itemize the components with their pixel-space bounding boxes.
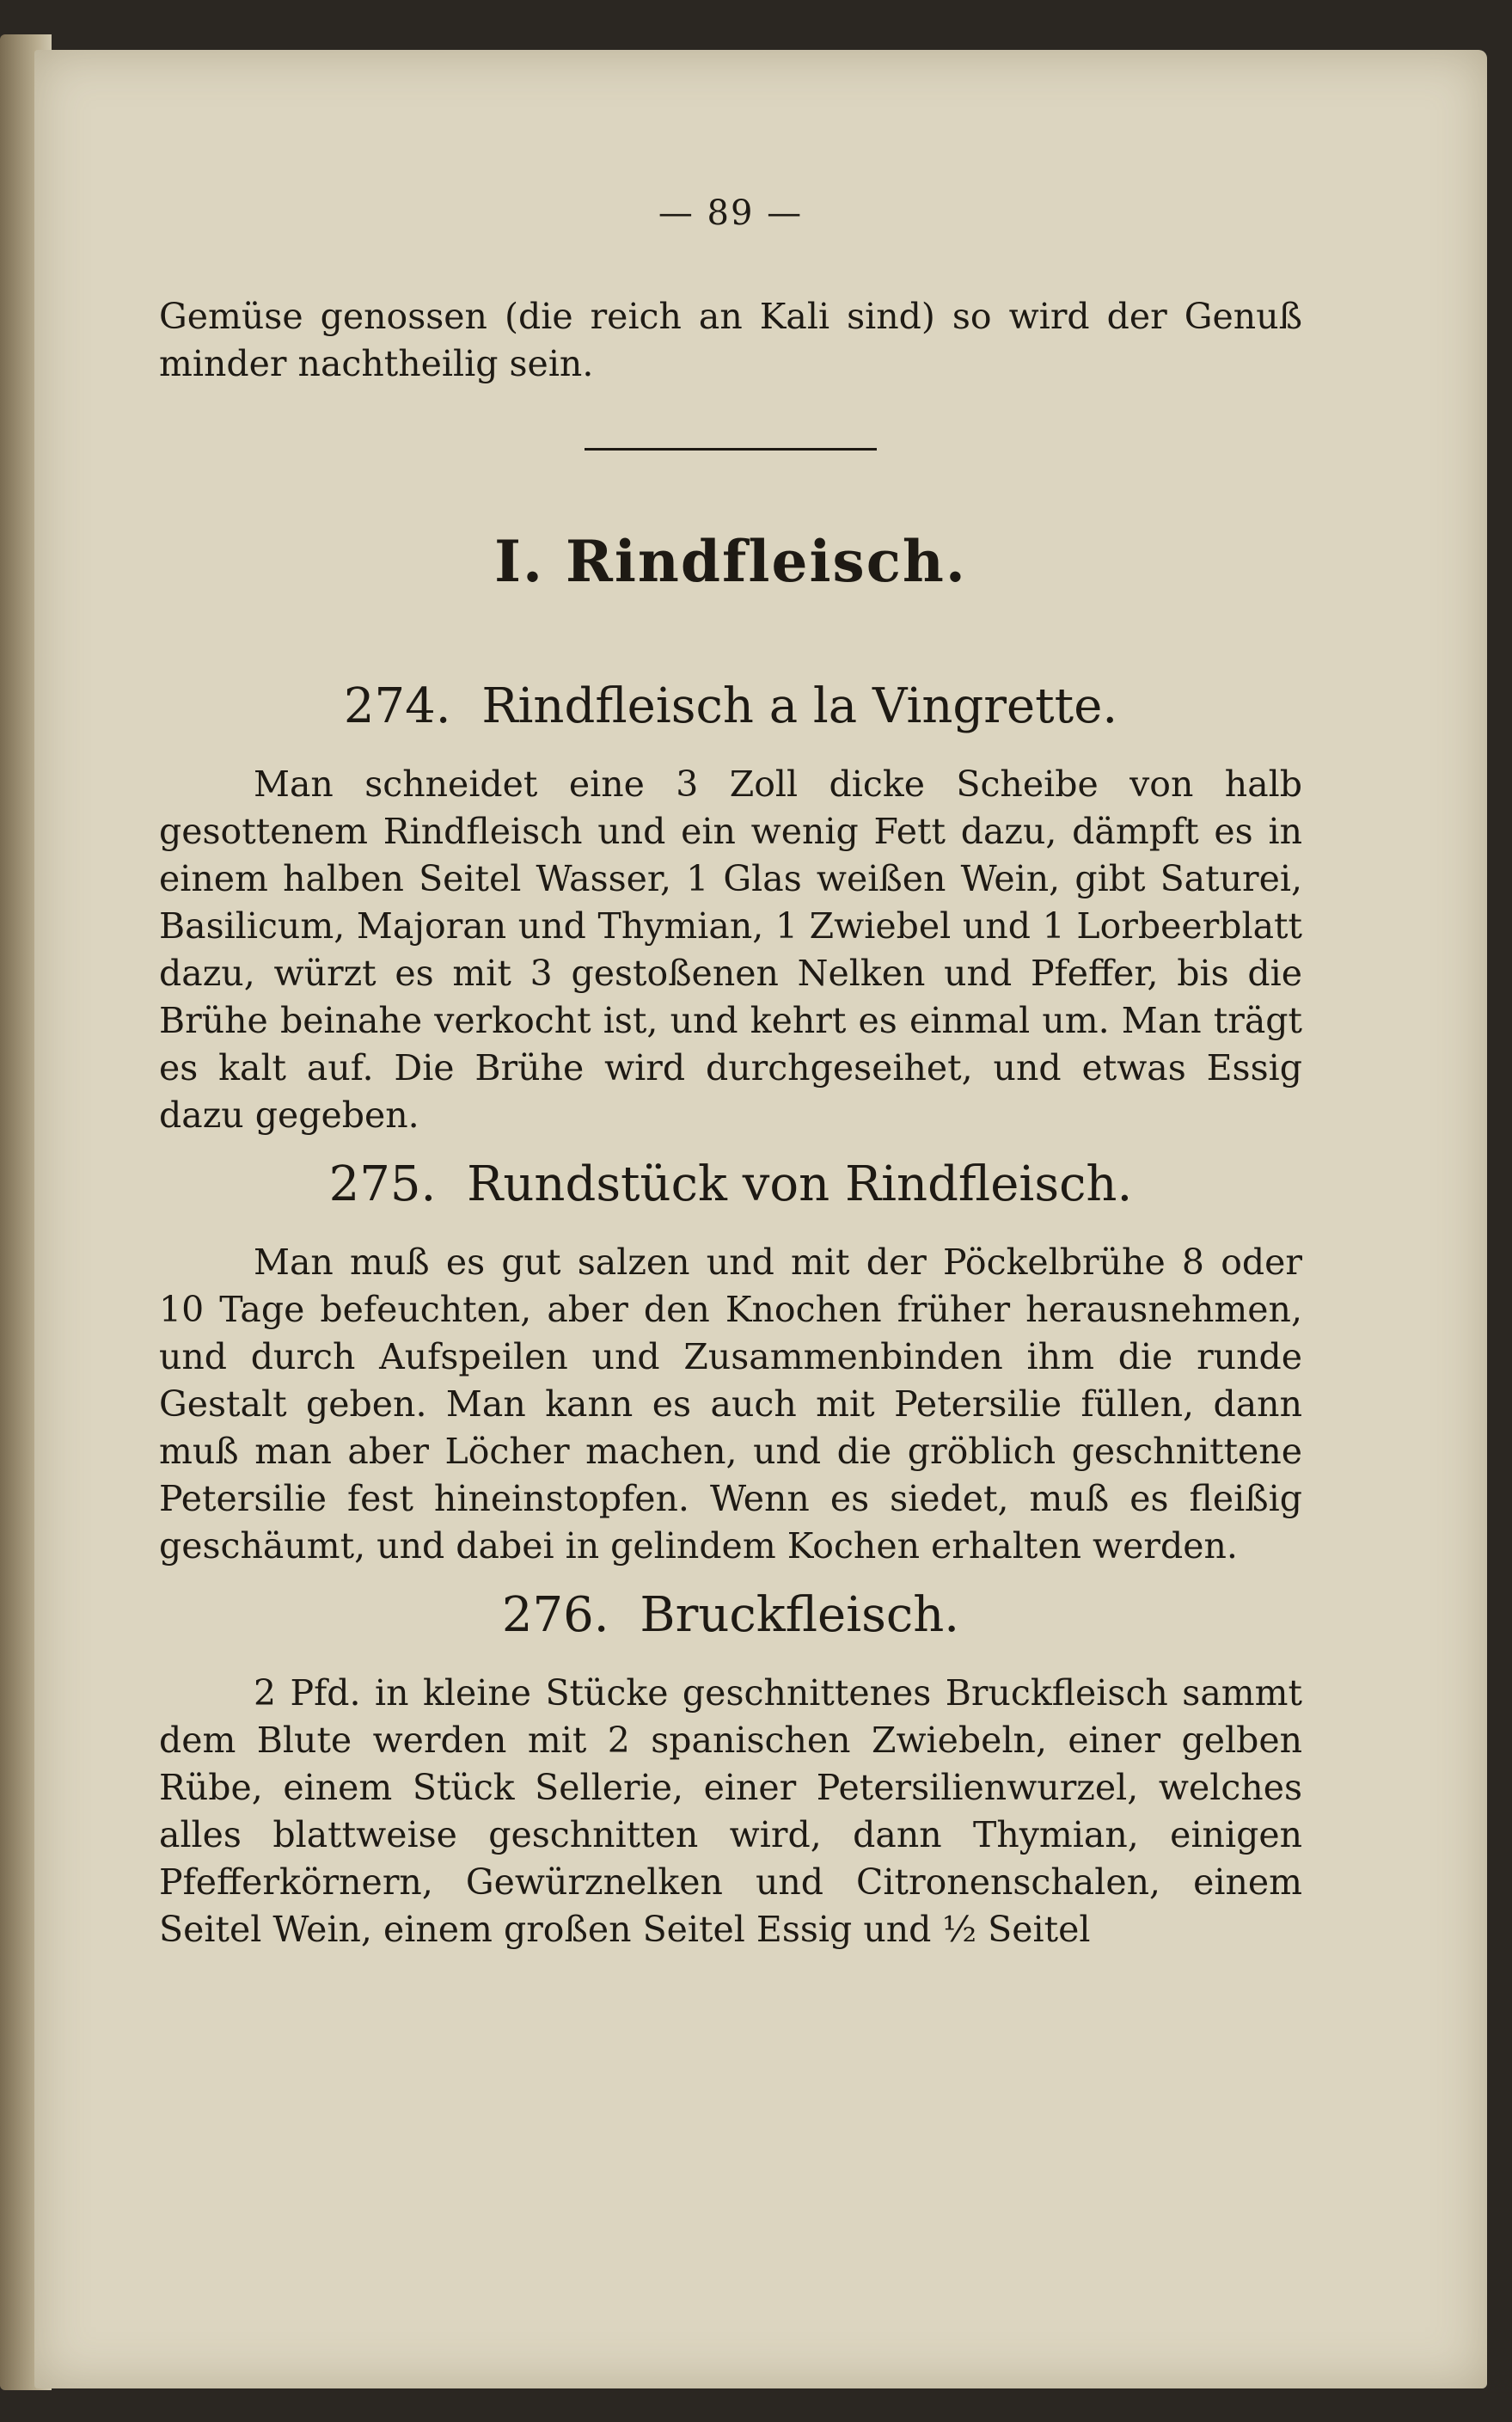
recipe-number: 274.: [343, 678, 451, 734]
page-number: — 89 —: [658, 193, 804, 233]
recipe-274: [159, 677, 1302, 1139]
recipe-text: Man schneidet eine 3 Zoll dicke Scheibe von halb gesottenem Rindfleisch und ein wenig Fett dazu, dämpft es in einem halben Seitel Wasser, 1 Glas weißen Wein, gibt Saturei, Basilicum, Majoran und Thymian, 1 Zwiebel und 1 Lorbeerblatt dazu, würzt es mit 3 gestoßenen Nelken und Pfeffer, bis die Brühe beinahe verkocht ist, und kehrt es einmal um. Man trägt es kalt auf. Die Brühe wird durchgeseihet, und etwas Essig dazu gegeben.: [159, 763, 1302, 1136]
recipe-heading: [159, 1155, 1302, 1215]
intro-paragraph: Gemüse genossen (die reich an Kali sind) so wird der Genuß minder nachtheilig sein.: [159, 296, 1302, 384]
recipe-number: 275.: [328, 1156, 437, 1212]
recipe-276: [159, 1585, 1302, 1953]
recipe-text: 2 Pfd. in kleine Stücke geschnittenes Bruckfleisch sammt dem Blute werden mit 2 spanischen Zwiebeln, einer gelben Rübe, einem Stück Sellerie, einer Petersilienwurzel, welches alles blattweise geschnitten wird, dann Thymian, einigen Pfefferkörnern, Gewürznelken und Citronenschalen, einem Seitel Wein, einem großen Seitel Essig und ½ Seitel: [159, 1672, 1302, 1950]
page-content: [159, 193, 1302, 1953]
recipe-text: Man muß es gut salzen und mit der Pöckelbrühe 8 oder 10 Tage befeuchten, aber den Knochen früher herausnehmen, und durch Aufspeilen und Zusammenbinden ihm die runde Gestalt geben. Man kann es auch mit Petersilie füllen, dann muß man aber Löcher machen, und die gröblich geschnittene Petersilie fest hineinstopfen. Wenn es siedet, muß es fleißig geschäumt, und dabei in gelindem Kochen erhalten werden.: [159, 1242, 1302, 1567]
recipe-title: Rindfleisch a la Vingrette.: [481, 678, 1118, 734]
section-divider: [585, 448, 877, 451]
recipe-title: Rundstück von Rindfleisch.: [467, 1156, 1133, 1212]
recipe-heading: [159, 1585, 1302, 1646]
recipe-number: 276.: [501, 1587, 609, 1643]
recipe-heading: [159, 677, 1302, 737]
recipe-275: [159, 1155, 1302, 1570]
chapter-title: I. Rindfleisch.: [494, 528, 967, 595]
recipe-title: Bruckfleisch.: [640, 1587, 960, 1643]
